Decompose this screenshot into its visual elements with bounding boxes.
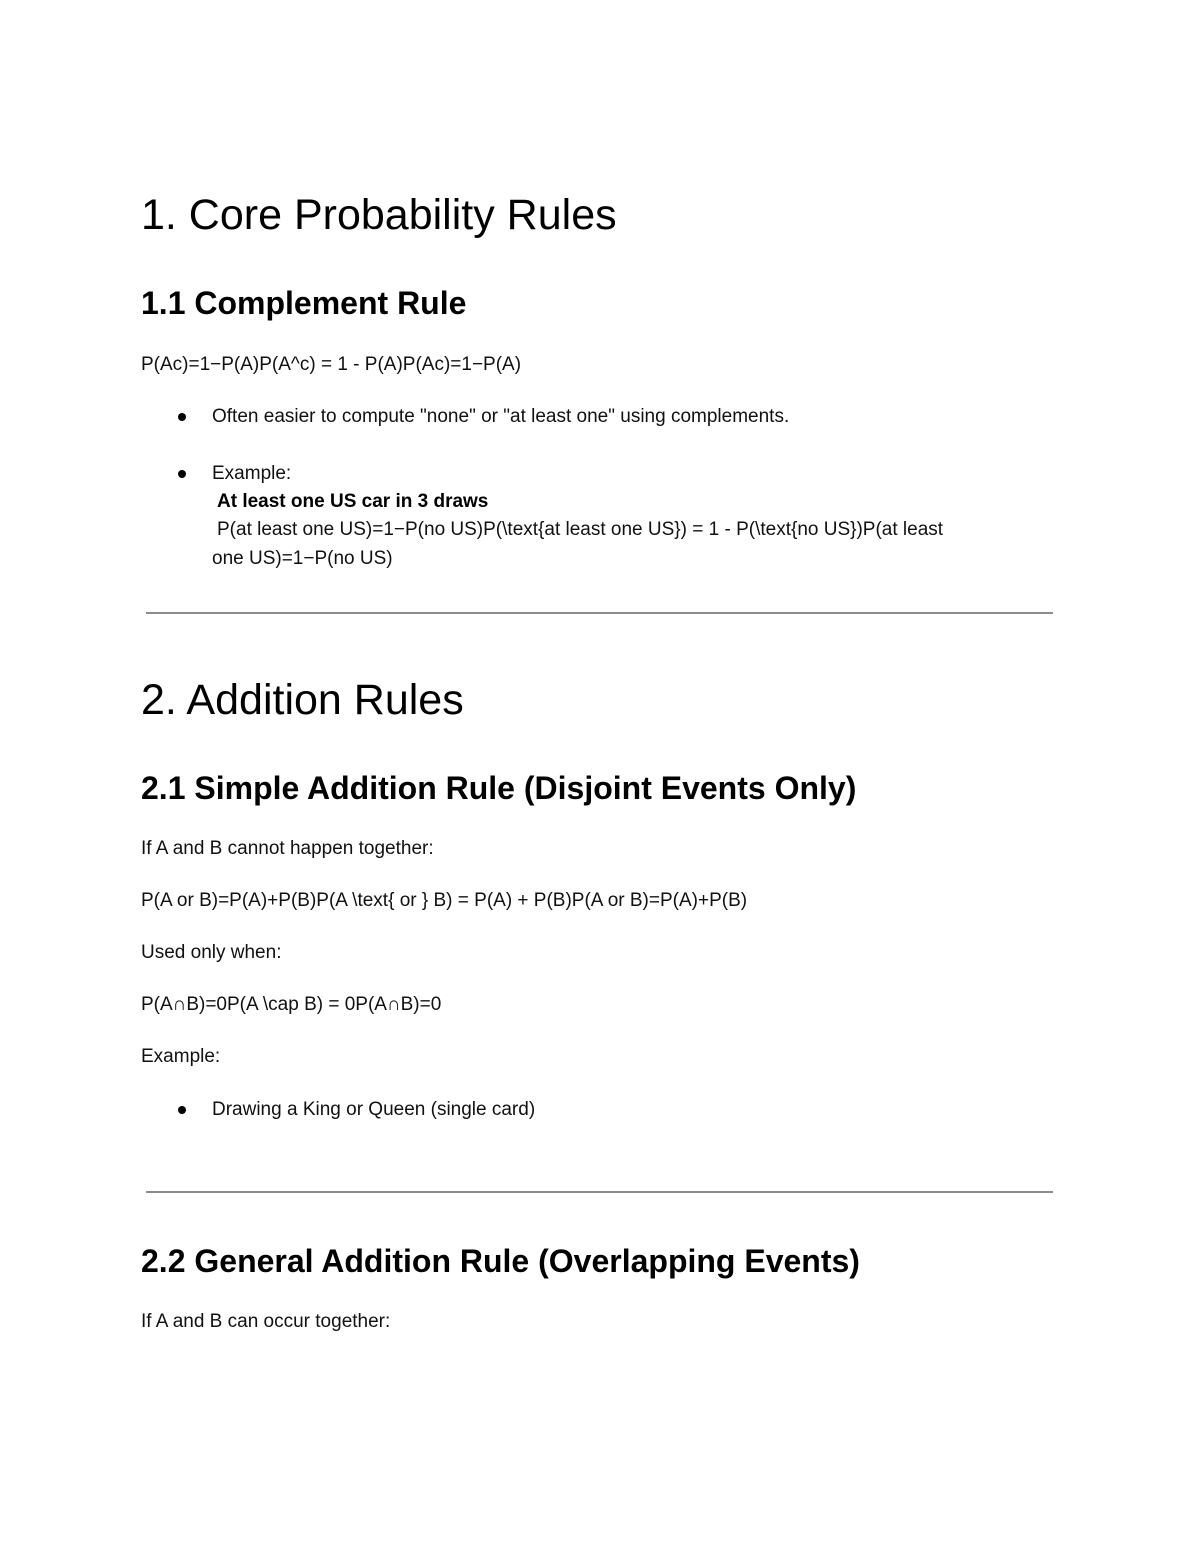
used-only-when: Used only when:: [141, 942, 282, 963]
disjoint-condition: P(A∩B)=0P(A \cap B) = 0P(A∩B)=0: [141, 994, 442, 1015]
example-bullet-text: Drawing a King or Queen (single card): [212, 1099, 536, 1120]
disjoint-intro: If A and B cannot happen together:: [141, 838, 434, 859]
example-formula-line-1: P(at least one US)=1−P(no US)P(\text{at least one US}) = 1 - P(\text{no US})P(at least: [217, 519, 944, 540]
bullet-icon: [178, 1106, 186, 1114]
example-label: Example:: [212, 463, 292, 484]
section-1-heading: 1. Core Probability Rules: [141, 191, 617, 239]
section-2-1-heading: 2.1 Simple Addition Rule (Disjoint Events Only): [141, 770, 857, 806]
section-2-2-heading: 2.2 General Addition Rule (Overlapping Events): [141, 1243, 860, 1279]
section-1-1-heading: 1.1 Complement Rule: [141, 285, 467, 321]
section-2-heading: 2. Addition Rules: [141, 676, 464, 724]
example-formula-line-2: one US)=1−P(no US): [212, 548, 393, 569]
complement-bullet-text: Often easier to compute "none" or "at least one" using complements.: [212, 406, 790, 427]
horizontal-divider: [146, 1191, 1053, 1193]
example-bold-title: At least one US car in 3 draws: [217, 491, 489, 512]
bullet-icon: [178, 470, 186, 478]
complement-formula: P(Ac)=1−P(A)P(A^c) = 1 - P(A)P(Ac)=1−P(A): [141, 354, 522, 375]
addition-formula: P(A or B)=P(A)+P(B)P(A \text{ or } B) = P(A) + P(B)P(A or B)=P(A)+P(B): [141, 890, 748, 911]
horizontal-divider: [146, 612, 1053, 614]
example-label: Example:: [141, 1046, 221, 1067]
bullet-icon: [178, 413, 186, 421]
overlapping-intro: If A and B can occur together:: [141, 1311, 391, 1332]
